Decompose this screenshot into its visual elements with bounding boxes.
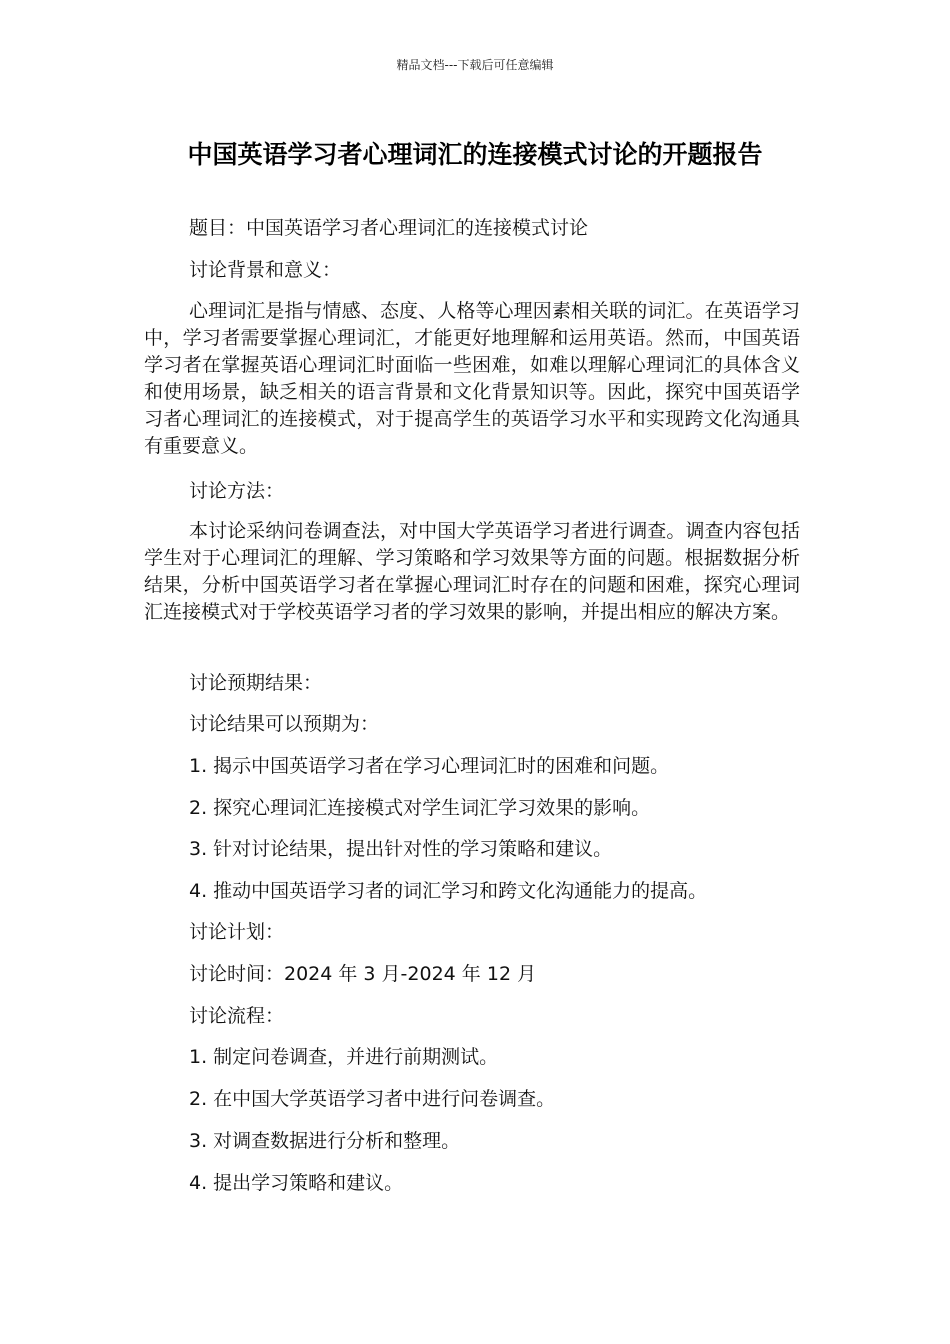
method-paragraph: 本讨论采纳问卷调查法，对中国大学英语学习者进行调查。调查内容包括学生对于心理词汇的理解、学习策略和学习效果等方面的问题。根据数据分析结果，分析中国英语学习者在掌握心理词汇时存在的问题和困难，探究心理词汇连接模式对于学校英语学习者的学习效果的影响，并提出相应的解决方案。 bbox=[144, 520, 800, 623]
document-title: 中国英语学习者心理词汇的连接模式讨论的开题报告 bbox=[187, 140, 763, 169]
plan-time: 讨论时间：2024 年 3 月-2024 年 12 月 bbox=[189, 963, 537, 985]
topic-line: 题目：中国英语学习者心理词汇的连接模式讨论 bbox=[189, 217, 589, 239]
process-heading: 讨论流程： bbox=[189, 1005, 285, 1027]
page-header: 精品文档---下载后可任意编辑 bbox=[396, 58, 554, 72]
expected-item: 3. 针对讨论结果，提出针对性的学习策略和建议。 bbox=[189, 838, 613, 860]
background-heading: 讨论背景和意义： bbox=[189, 259, 342, 281]
expected-item: 1. 揭示中国英语学习者在学习心理词汇时的困难和问题。 bbox=[189, 755, 670, 777]
background-paragraph: 心理词汇是指与情感、态度、人格等心理因素相关联的词汇。在英语学习中，学习者需要掌握心理词汇，才能更好地理解和运用英语。然而，中国英语学习者在掌握英语心理词汇时面临一些困难，如难以理解心理词汇的具体含义和使用场景，缺乏相关的语言背景和文化背景知识等。因此，探究中国英语学习者心理词汇的连接模式，对于提高学生的英语学习水平和实现跨文化沟通具有重要意义。 bbox=[144, 300, 800, 457]
plan-heading: 讨论计划： bbox=[189, 921, 285, 943]
process-item: 2. 在中国大学英语学习者中进行问卷调查。 bbox=[189, 1088, 556, 1110]
expected-item: 2. 探究心理词汇连接模式对学生词汇学习效果的影响。 bbox=[189, 797, 651, 819]
process-item: 3. 对调查数据进行分析和整理。 bbox=[189, 1130, 461, 1152]
expected-heading: 讨论预期结果： bbox=[189, 672, 323, 694]
process-item: 1. 制定问卷调查，并进行前期测试。 bbox=[189, 1046, 499, 1068]
method-heading: 讨论方法： bbox=[189, 480, 285, 502]
expected-item: 4. 推动中国英语学习者的词汇学习和跨文化沟通能力的提高。 bbox=[189, 880, 708, 902]
process-item: 4. 提出学习策略和建议。 bbox=[189, 1172, 404, 1194]
expected-intro: 讨论结果可以预期为： bbox=[189, 713, 380, 735]
